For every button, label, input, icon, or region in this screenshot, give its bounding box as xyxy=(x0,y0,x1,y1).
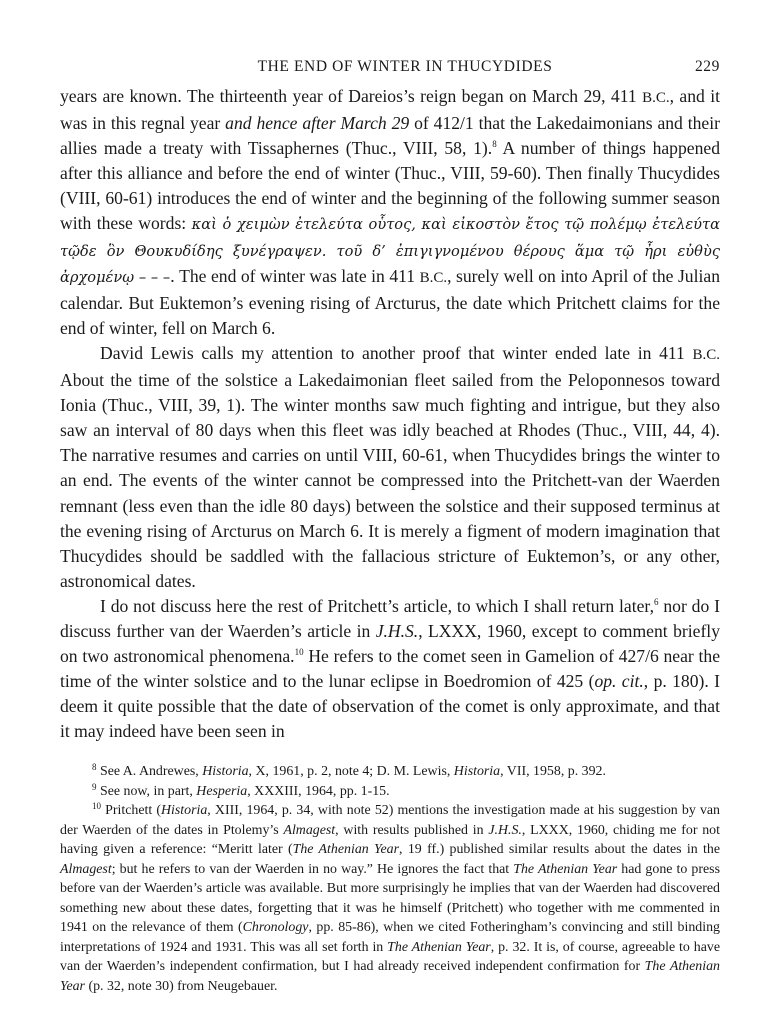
footnote-10: $^{10}$ Pritchett (Historia, XIII, 1964, p. 34, with note 52) mentions the investigation made at his suggestion by van der Waerden of the dates in Ptolemy’s Almagest, with results published in J.H.S., LXXX, 1960, chiding me for not having given a reference: “Meritt later (The Athenian Year, 19 ff.) published similar results about the dates in the Almagest; but he refers to van der Waerden in no way.” He ignores the fact that The Athenian Year had gone to press before van der Waerden’s article was available. But more surprisingly he implies that van der Waerden had discovered something new about these dates, forgetting that it was he himself (Pritchett) who together with me commented in 1941 on the relevance of them (Chronology, pp. 85-86), when we cited Fotheringham’s convincing and still binding interpretations of 1924 and 1931. This was all set forth in The Athenian Year, p. 32. It is, of course, agreeable to have van der Waerden’s independent confirmation, but I had already received independent confirmation for The Athenian Year (p. 32, note 30) from Neugebauer. xyxy=(60,801,720,994)
document-page xyxy=(60,58,720,996)
footnote-ref-10: 10 xyxy=(294,647,304,658)
footnote-ref-8: 8 xyxy=(492,139,497,150)
running-header xyxy=(60,58,720,84)
page-number: 229 xyxy=(694,58,720,75)
footnote-9: $^9$ See now, in part, Hesperia, XXXIII, 1964, pp. 1-15. xyxy=(92,781,390,799)
footnotes xyxy=(60,762,720,996)
paragraph-1: years are known. The thirteenth year of Dareios’s reign began on March 29, 411 B.C., and it was in this regnal year and hence after March 29 of 412/1 that the Lakedaimonians and their allies made a treaty with Tissaphernes (Thuc., VIII, 58, 1).$^8$ A number of things happened after this alliance and before the end of winter (Thuc., VIII, 59-60). Then finally Thucydides (VIII, 60-61) introduces the end of winter and the beginning of the following summer season with these words: καὶ ὁ χειμὼν ἐτελεύτα οὗτος, καὶ εἰκοστὸν ἔτος τῷ πολέμῳ ἐτελεύτα τῷδε ὃν Θουκυδίδης ξυνέγραψεν. τοῦ δ’ ἐπιγιγνομένου θέρους ἅμα τῷ ἦρι εὐθὺς ἀρχομένῳ – – –. The end of winter was late in 411 B.C., surely well on into April of the Julian calendar. But Euktemon’s evening rising of Arcturus, the date which Pritchett claims for the end of winter, fell on March 6. xyxy=(60,86,721,338)
paragraph-2: David Lewis calls my attention to another proof that winter ended late in 411 B.C. About the time of the solstice a Lakedaimonian fleet sailed from the Peloponnesos toward Ionia (Thuc., VIII, 39, 1). The winter months saw much fighting and intrigue, but they also saw an interval of 80 days when this fleet was idly beached at Rhodes (Thuc., VIII, 44, 4). The narrative resumes and carries on until VIII, 60-61, when Thucydides brings the winter to an end. The events of the winter cannot be compressed into the Pritchett-van der Waerden remnant (less even than the idle 80 days) between the solstice and their supposed terminus at the evening rising of Arcturus on March 6. It is merely a figment of modern imagination that Thucydides should be saddled with the fallacious stricture of Euktemon’s, or any other, astronomical dates. xyxy=(60,342,720,591)
body-text xyxy=(60,84,720,744)
footnote-8: $^8$ See A. Andrewes, Historia, X, 1961, p. 2, note 4; D. M. Lewis, Historia, VII, 1958, p. 392. xyxy=(92,762,606,780)
footnote-ref-6: 6 xyxy=(653,596,659,607)
paragraph-3: I do not discuss here the rest of Pritchett’s article, to which I shall return later,$^6$ nor do I discuss further van der Waerden’s article in J.H.S., LXXX, 1960, except to comment briefly on two astronomical phenomena.$^{10}$ He refers to the comet seen in Gamelion of 427/6 near the time of the winter solstice and to the lunar eclipse in Boedromion of 425 (op. cit., p. 180). I deem it quite possible that the date of observation of the comet is only approximate, and that it may indeed have been seen in xyxy=(60,595,721,742)
running-title: THE END OF WINTER IN THUCYDIDES xyxy=(257,58,553,75)
greek-quotation: καὶ ὁ χειμὼν ἐτελεύτα οὗτος, καὶ εἰκοστὸν ἔτος τῷ πολέμῳ ἐτελεύτα τῷδε ὃν Θουκυδίδης ξυνέγραψεν. τοῦ δ’ ἐπιγιγνομένου θέρους ἅμα τῷ ἦρι εὐθὺς ἀρχομένῳ – – – xyxy=(60,216,720,286)
